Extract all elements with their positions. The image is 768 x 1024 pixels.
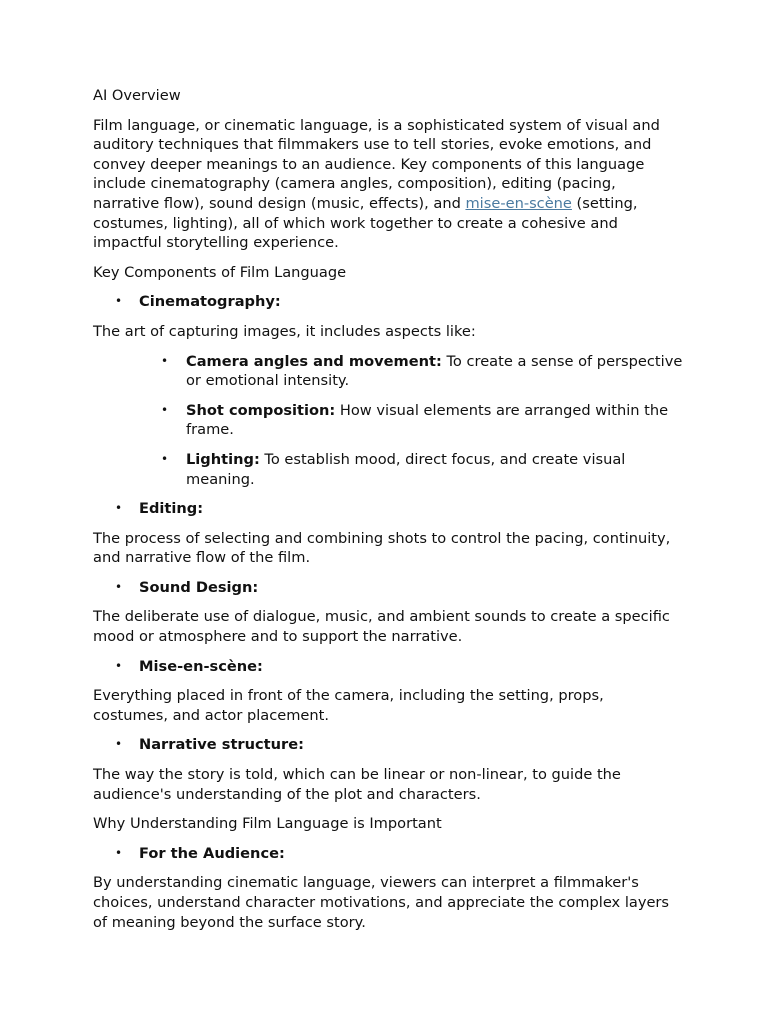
bullet-icon: • [115, 845, 123, 860]
for-the-audience-title: For the Audience: [139, 844, 285, 862]
lighting-text: To establish mood, direct focus, and create visual meaning. [186, 450, 626, 488]
narrative-structure-list [93, 735, 683, 755]
cinematography-title: Cinematography: [139, 293, 281, 311]
sound-design-title: Sound Design: [139, 578, 259, 596]
for-the-audience-description: By understanding cinematic language, viewers can interpret a filmmaker's choices, understand character motivations, and appreciate the complex layers of meaning beyond the surface story. [93, 874, 670, 931]
mise-en-scene-link[interactable]: mise-en-scène [465, 194, 572, 212]
mise-en-scene-description: Everything placed in front of the camera, including the setting, props, costumes, and actor placement. [93, 687, 604, 724]
narrative-structure-description: The way the story is told, which can be linear or non-linear, to guide the audience's understanding of the plot and characters. [93, 766, 621, 803]
camera-angles-text: To create a sense of perspective or emotional intensity. [186, 352, 683, 390]
list-item-editing [93, 499, 683, 519]
cinematography-list [93, 292, 683, 312]
lighting-title: Lighting: [186, 450, 260, 468]
audience-list [93, 844, 683, 864]
editing-title: Editing: [139, 500, 204, 518]
list-item-narrative-structure [93, 735, 683, 755]
sound-design-list [93, 578, 683, 598]
sound-design-description: The deliberate use of dialogue, music, and ambient sounds to create a specific mood or atmosphere and to support the narrative. [93, 608, 670, 646]
shot-composition-text: How visual elements are arranged within the frame. [186, 401, 669, 439]
mise-en-scene-title: Mise-en-scène: [139, 657, 263, 675]
list-item-sound-design [93, 578, 683, 598]
list-item-for-the-audience [93, 844, 683, 864]
narrative-structure-title: Narrative structure: [139, 736, 304, 754]
bullet-icon: • [161, 451, 169, 466]
list-item-cinematography [93, 292, 683, 312]
bullet-icon: • [115, 579, 123, 594]
section-heading-why-important: Why Understanding Film Language is Important [93, 815, 442, 833]
overview-heading: AI Overview [93, 87, 181, 104]
intro-text-after-link: (setting, costumes, lighting), all of which work together to create a cohesive and impactful storytelling experience. [93, 194, 638, 252]
mise-en-scene-list [93, 657, 683, 677]
bullet-icon: • [115, 294, 123, 309]
intro-paragraph [93, 116, 683, 253]
cinematography-description: The art of capturing images, it includes aspects like: [93, 322, 476, 340]
camera-angles-title: Camera angles and movement: [186, 352, 442, 370]
list-item-camera-angles [93, 352, 683, 391]
list-item-lighting [93, 450, 683, 489]
bullet-icon: • [161, 402, 169, 417]
document-page [93, 86, 683, 942]
editing-list [93, 499, 683, 519]
bullet-icon: • [115, 737, 123, 752]
bullet-icon: • [161, 353, 169, 368]
bullet-icon: • [115, 658, 123, 673]
editing-description: The process of selecting and combining shots to control the pacing, continuity, and narrative flow of the film. [93, 529, 671, 567]
list-item-mise-en-scene [93, 657, 683, 677]
list-item-shot-composition [93, 401, 683, 440]
cinematography-aspects-list [93, 352, 683, 490]
bullet-icon: • [115, 501, 123, 516]
shot-composition-title: Shot composition: [186, 401, 336, 419]
section-heading-key-components: Key Components of Film Language [93, 263, 347, 281]
intro-text-before-link: Film language, or cinematic language, is a sophisticated system of visual and auditory techniques that filmmakers use to tell stories, evoke emotions, and convey deeper meanings to an audience. Key components of this language include cinematography (camera angles, composition), editing (pacing, narrative flow), sound design (music, effects), and [93, 116, 660, 212]
